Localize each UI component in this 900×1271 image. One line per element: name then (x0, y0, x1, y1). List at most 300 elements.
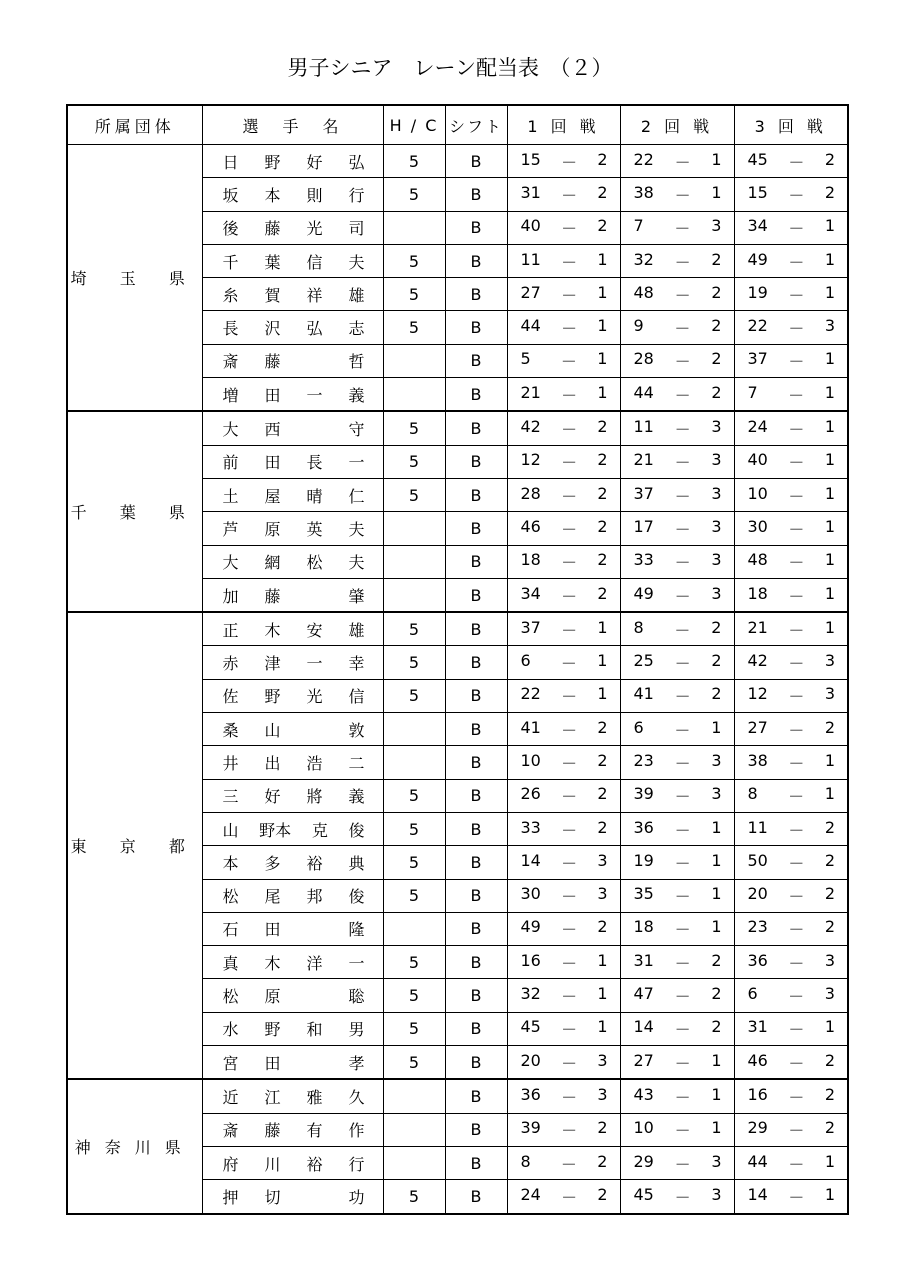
name-char: 哲 (348, 352, 365, 372)
shift-cell: B (445, 946, 507, 979)
prefecture-cell: 東 京 都 (67, 612, 202, 1079)
game-number: 2 (711, 316, 722, 336)
name-char: 長 (222, 319, 239, 339)
lane-number: 44 (520, 316, 541, 336)
game-number: 2 (597, 149, 608, 169)
lane-number: 25 (633, 651, 654, 671)
name-char: 一 (348, 953, 365, 973)
lane-number: 21 (747, 617, 768, 637)
name-char: 洋 (306, 953, 323, 973)
game-number: 3 (597, 850, 608, 870)
round1-lane (507, 145, 620, 178)
lane-number: 21 (633, 450, 654, 470)
lane-number: 29 (633, 1151, 654, 1171)
round1-lane (507, 1113, 620, 1146)
dash: － (674, 586, 691, 606)
name-char: 斎 (222, 352, 239, 372)
dash: － (788, 1154, 805, 1174)
name-char: 義 (348, 385, 365, 405)
name-char: 將 (306, 787, 323, 807)
round3-lane (734, 311, 848, 344)
lane-number: 40 (520, 216, 541, 236)
round2-lane (620, 278, 734, 311)
name-char: 有 (306, 1121, 323, 1141)
dash: － (788, 486, 805, 506)
dash: － (561, 887, 578, 907)
dash: － (674, 620, 691, 640)
dash: － (674, 1121, 691, 1141)
dash: － (561, 687, 578, 707)
dash: － (561, 453, 578, 473)
name-char: 葉 (264, 252, 281, 272)
game-number: 3 (824, 950, 835, 970)
game-number: 2 (597, 1118, 608, 1138)
lane-number: 23 (633, 750, 654, 770)
round1-lane (507, 1046, 620, 1080)
game-number: 2 (711, 1017, 722, 1037)
dash: － (674, 987, 691, 1007)
name-char: 出 (264, 753, 281, 773)
lane-number: 44 (747, 1151, 768, 1171)
player-name (202, 1012, 383, 1045)
round2-lane (620, 1046, 734, 1080)
name-char: 夫 (348, 553, 365, 573)
round1-lane (507, 1012, 620, 1045)
lane-number: 32 (520, 984, 541, 1004)
lane-number: 31 (747, 1017, 768, 1037)
handicap-cell: 5 (383, 946, 445, 979)
name-char: 弘 (306, 319, 323, 339)
lane-number: 39 (633, 784, 654, 804)
name-char: 前 (222, 453, 239, 473)
shift-cell: B (445, 578, 507, 612)
shift-cell: B (445, 1012, 507, 1045)
lane-number: 29 (747, 1118, 768, 1138)
name-char: 大 (222, 553, 239, 573)
dash: － (561, 1020, 578, 1040)
lane-number: 46 (747, 1050, 768, 1070)
dash: － (674, 453, 691, 473)
dash: － (560, 352, 577, 372)
name-char: 宮 (222, 1053, 239, 1073)
round3-lane (734, 1113, 848, 1146)
lane-assignment-table (66, 104, 849, 1215)
game-number: 2 (597, 1151, 608, 1171)
player-name (202, 846, 383, 879)
player-name (202, 378, 383, 412)
dash: － (674, 519, 691, 539)
lane-number: 22 (633, 149, 654, 169)
name-char: 義 (348, 787, 365, 807)
name-char: 聡 (348, 987, 365, 1007)
dash: － (788, 620, 805, 640)
dash: － (788, 319, 805, 339)
game-number: 3 (597, 1050, 608, 1070)
dash: － (561, 319, 578, 339)
name-char: 桑 (222, 720, 239, 740)
name-char: 松 (222, 887, 239, 907)
dash: － (788, 252, 805, 272)
lane-number: 21 (520, 382, 541, 402)
shift-cell: B (445, 713, 507, 746)
name-char: 行 (348, 1154, 365, 1174)
name-char: 肇 (348, 586, 365, 606)
lane-number: 41 (633, 684, 654, 704)
name-char: 赤 (222, 654, 239, 674)
shift-cell: B (445, 178, 507, 211)
header-row (67, 105, 848, 145)
handicap-cell: 5 (383, 1012, 445, 1045)
name-char: 邦 (306, 887, 323, 907)
dash: － (674, 385, 691, 405)
name-char: 好 (306, 152, 323, 172)
round3-lane (734, 1012, 848, 1045)
lane-number: 30 (747, 516, 768, 536)
dash: － (674, 887, 691, 907)
dash: － (788, 1187, 805, 1207)
lane-number: 14 (520, 850, 541, 870)
round2-lane (620, 746, 734, 779)
lane-number: 10 (520, 750, 541, 770)
game-number: 1 (824, 282, 835, 302)
game-number: 1 (824, 349, 835, 369)
name-char (307, 984, 323, 1007)
game-number: 1 (824, 216, 835, 236)
dash: － (674, 753, 691, 773)
round3-lane (734, 946, 848, 979)
lane-number: 30 (520, 884, 541, 904)
game-number: 2 (824, 717, 835, 737)
shift-cell: B (445, 344, 507, 377)
lane-number: 40 (747, 450, 768, 470)
dash: － (674, 185, 691, 205)
name-char: 久 (348, 1087, 365, 1107)
dash: － (788, 185, 805, 205)
dash: － (561, 152, 578, 172)
handicap-cell: 5 (383, 846, 445, 879)
name-char: 糸 (222, 285, 239, 305)
page-title: 男子シニア レーン配当表 （２） (287, 56, 613, 80)
handicap-cell (383, 512, 445, 545)
player-name (202, 746, 383, 779)
round3-lane (734, 445, 848, 478)
lane-number: 26 (520, 784, 541, 804)
header-round3: 3 回 戦 (734, 105, 848, 145)
header-shift: シフト (445, 105, 507, 145)
lane-number: 10 (633, 1118, 654, 1138)
game-number: 2 (711, 349, 722, 369)
round2-lane (620, 445, 734, 478)
name-char: 後 (222, 219, 239, 239)
dash: － (674, 1087, 691, 1107)
dash: － (674, 1187, 691, 1207)
round1-lane (507, 679, 620, 712)
table-row (67, 1079, 848, 1113)
dash: － (788, 152, 805, 172)
game-number: 2 (597, 817, 608, 837)
name-char: 屋 (264, 486, 281, 506)
round2-lane (620, 578, 734, 612)
lane-number: 16 (520, 950, 541, 970)
shift-cell: B (445, 512, 507, 545)
name-char: 沢 (264, 319, 281, 339)
player-name (202, 1079, 383, 1113)
dash: － (674, 219, 691, 239)
lane-number: 45 (747, 149, 768, 169)
game-number: 1 (824, 249, 835, 269)
lane-number: 33 (633, 550, 654, 570)
player-name (202, 411, 383, 445)
header-pref: 所属団体 (67, 105, 202, 145)
handicap-cell: 5 (383, 612, 445, 646)
round2-lane (620, 178, 734, 211)
lane-number: 49 (747, 249, 768, 269)
game-number: 3 (711, 216, 722, 236)
dash: － (674, 319, 691, 339)
handicap-cell (383, 746, 445, 779)
game-number: 1 (824, 483, 835, 503)
shift-cell: B (445, 411, 507, 445)
name-char: 典 (348, 853, 365, 873)
name-char: 光 (306, 687, 323, 707)
lane-number: 48 (633, 282, 654, 302)
round3-lane (734, 344, 848, 377)
name-char: 司 (348, 219, 365, 239)
lane-number: 10 (747, 483, 768, 503)
shift-cell: B (445, 846, 507, 879)
lane-number: 27 (633, 1050, 654, 1070)
player-name (202, 946, 383, 979)
shift-cell: B (445, 746, 507, 779)
shift-cell: B (445, 378, 507, 412)
shift-cell: B (445, 612, 507, 646)
name-char: 和 (306, 1020, 323, 1040)
name-char: 夫 (348, 252, 365, 272)
handicap-cell (383, 713, 445, 746)
round3-lane (734, 1146, 848, 1179)
game-number: 2 (824, 1118, 835, 1138)
name-char: 志 (348, 319, 365, 339)
game-number: 1 (824, 550, 835, 570)
game-number: 1 (711, 850, 722, 870)
game-number: 1 (711, 917, 722, 937)
handicap-cell: 5 (383, 646, 445, 679)
round1-lane (507, 311, 620, 344)
dash: － (561, 1121, 578, 1141)
round2-lane (620, 646, 734, 679)
dash: － (788, 1053, 805, 1073)
game-number: 1 (824, 583, 835, 603)
game-number: 3 (711, 583, 722, 603)
name-char: 作 (348, 1121, 365, 1141)
name-char: 芦 (222, 519, 239, 539)
game-number: 2 (824, 817, 835, 837)
handicap-cell (383, 211, 445, 244)
lane-number: 20 (747, 884, 768, 904)
dash: － (674, 654, 691, 674)
game-number: 1 (824, 1151, 835, 1171)
dash: － (788, 519, 805, 539)
name-char: 夫 (348, 519, 365, 539)
game-number: 2 (597, 750, 608, 770)
dash: － (674, 486, 691, 506)
game-number: 2 (711, 617, 722, 637)
dash: － (674, 920, 691, 940)
game-number: 1 (711, 884, 722, 904)
game-number: 1 (597, 984, 608, 1004)
name-char: 松 (306, 553, 323, 573)
shift-cell: B (445, 646, 507, 679)
name-char: 網 (264, 553, 281, 573)
dash: － (674, 252, 691, 272)
round3-lane (734, 478, 848, 511)
round2-lane (620, 545, 734, 578)
lane-number: 24 (747, 417, 768, 437)
game-number: 3 (597, 884, 608, 904)
player-name (202, 445, 383, 478)
name-char: 一 (306, 654, 323, 674)
round2-lane (620, 612, 734, 646)
lane-number: 42 (747, 651, 768, 671)
dash: － (788, 853, 805, 873)
lane-number: 39 (520, 1118, 541, 1138)
lane-number: 37 (747, 349, 768, 369)
round1-lane (507, 578, 620, 612)
dash: － (561, 185, 578, 205)
dash: － (561, 953, 578, 973)
lane-number: 18 (633, 917, 654, 937)
game-number: 3 (824, 651, 835, 671)
header-hc: H / C (383, 105, 445, 145)
name-char: 藤 (264, 352, 281, 372)
dash: － (674, 352, 691, 372)
game-number: 2 (824, 1050, 835, 1070)
round1-lane (507, 779, 620, 812)
lane-number: 19 (747, 282, 768, 302)
round2-lane (620, 1012, 734, 1045)
name-char: 裕 (306, 1154, 323, 1174)
lane-number: 17 (633, 516, 654, 536)
dash: － (561, 420, 578, 440)
round1-lane (507, 746, 620, 779)
game-number: 1 (711, 1084, 722, 1104)
round3-lane (734, 178, 848, 211)
game-number: 1 (597, 282, 608, 302)
lane-number: 28 (520, 483, 541, 503)
game-number: 1 (597, 349, 608, 369)
round2-lane (620, 145, 734, 178)
round1-lane (507, 846, 620, 879)
dash: － (561, 620, 578, 640)
name-char: 信 (348, 687, 365, 707)
dash: － (788, 420, 805, 440)
game-number: 2 (824, 182, 835, 202)
game-number: 3 (711, 516, 722, 536)
dash: － (788, 553, 805, 573)
name-char (307, 718, 323, 741)
handicap-cell: 5 (383, 145, 445, 178)
name-char: 田 (264, 385, 281, 405)
lane-number: 38 (747, 750, 768, 770)
game-number: 1 (824, 1184, 835, 1204)
player-name (202, 344, 383, 377)
lane-number: 38 (633, 182, 654, 202)
name-char: 野 (264, 1020, 281, 1040)
lane-number: 14 (747, 1184, 768, 1204)
lane-number: 44 (633, 382, 654, 402)
round1-lane (507, 344, 620, 377)
lane-number: 22 (520, 684, 541, 704)
round3-lane (734, 846, 848, 879)
dash: － (561, 285, 578, 305)
name-char: 幸 (348, 654, 365, 674)
shift-cell: B (445, 912, 507, 945)
lane-number: 11 (520, 249, 541, 269)
dash: － (561, 553, 578, 573)
prefecture-cell: 千 葉 県 (67, 411, 202, 612)
player-name (202, 879, 383, 912)
handicap-cell: 5 (383, 679, 445, 712)
player-name (202, 145, 383, 178)
game-number: 2 (597, 917, 608, 937)
dash: － (674, 1053, 691, 1073)
shift-cell: B (445, 1146, 507, 1179)
game-number: 1 (824, 382, 835, 402)
game-number: 3 (711, 1151, 722, 1171)
game-number: 2 (597, 550, 608, 570)
round1-lane (507, 812, 620, 845)
dash: － (561, 519, 578, 539)
dash: － (788, 787, 805, 807)
name-char: 川 (264, 1154, 281, 1174)
lane-number: 8 (633, 617, 644, 637)
player-name (202, 178, 383, 211)
round1-lane (507, 1079, 620, 1113)
game-number: 2 (597, 182, 608, 202)
game-number: 2 (597, 216, 608, 236)
round3-lane (734, 278, 848, 311)
lane-number: 37 (520, 617, 541, 637)
handicap-cell (383, 344, 445, 377)
round3-lane (734, 244, 848, 277)
table-row (67, 612, 848, 646)
dash: － (788, 285, 805, 305)
player-name (202, 979, 383, 1012)
dash: － (561, 820, 578, 840)
game-number: 1 (711, 817, 722, 837)
player-name (202, 1046, 383, 1080)
round2-lane (620, 779, 734, 812)
round2-lane (620, 879, 734, 912)
name-char: 賀 (264, 285, 281, 305)
game-number: 1 (824, 1017, 835, 1037)
round2-lane (620, 1113, 734, 1146)
dash: － (674, 687, 691, 707)
round3-lane (734, 411, 848, 445)
game-number: 3 (711, 550, 722, 570)
name-char: 藤 (264, 1121, 281, 1141)
game-number: 1 (824, 450, 835, 470)
round3-lane (734, 646, 848, 679)
game-number: 2 (824, 850, 835, 870)
round1-lane (507, 545, 620, 578)
name-char: 俊 (348, 887, 365, 907)
game-number: 3 (824, 684, 835, 704)
shift-cell: B (445, 812, 507, 845)
round2-lane (620, 512, 734, 545)
player-name (202, 1146, 383, 1179)
round2-lane (620, 478, 734, 511)
